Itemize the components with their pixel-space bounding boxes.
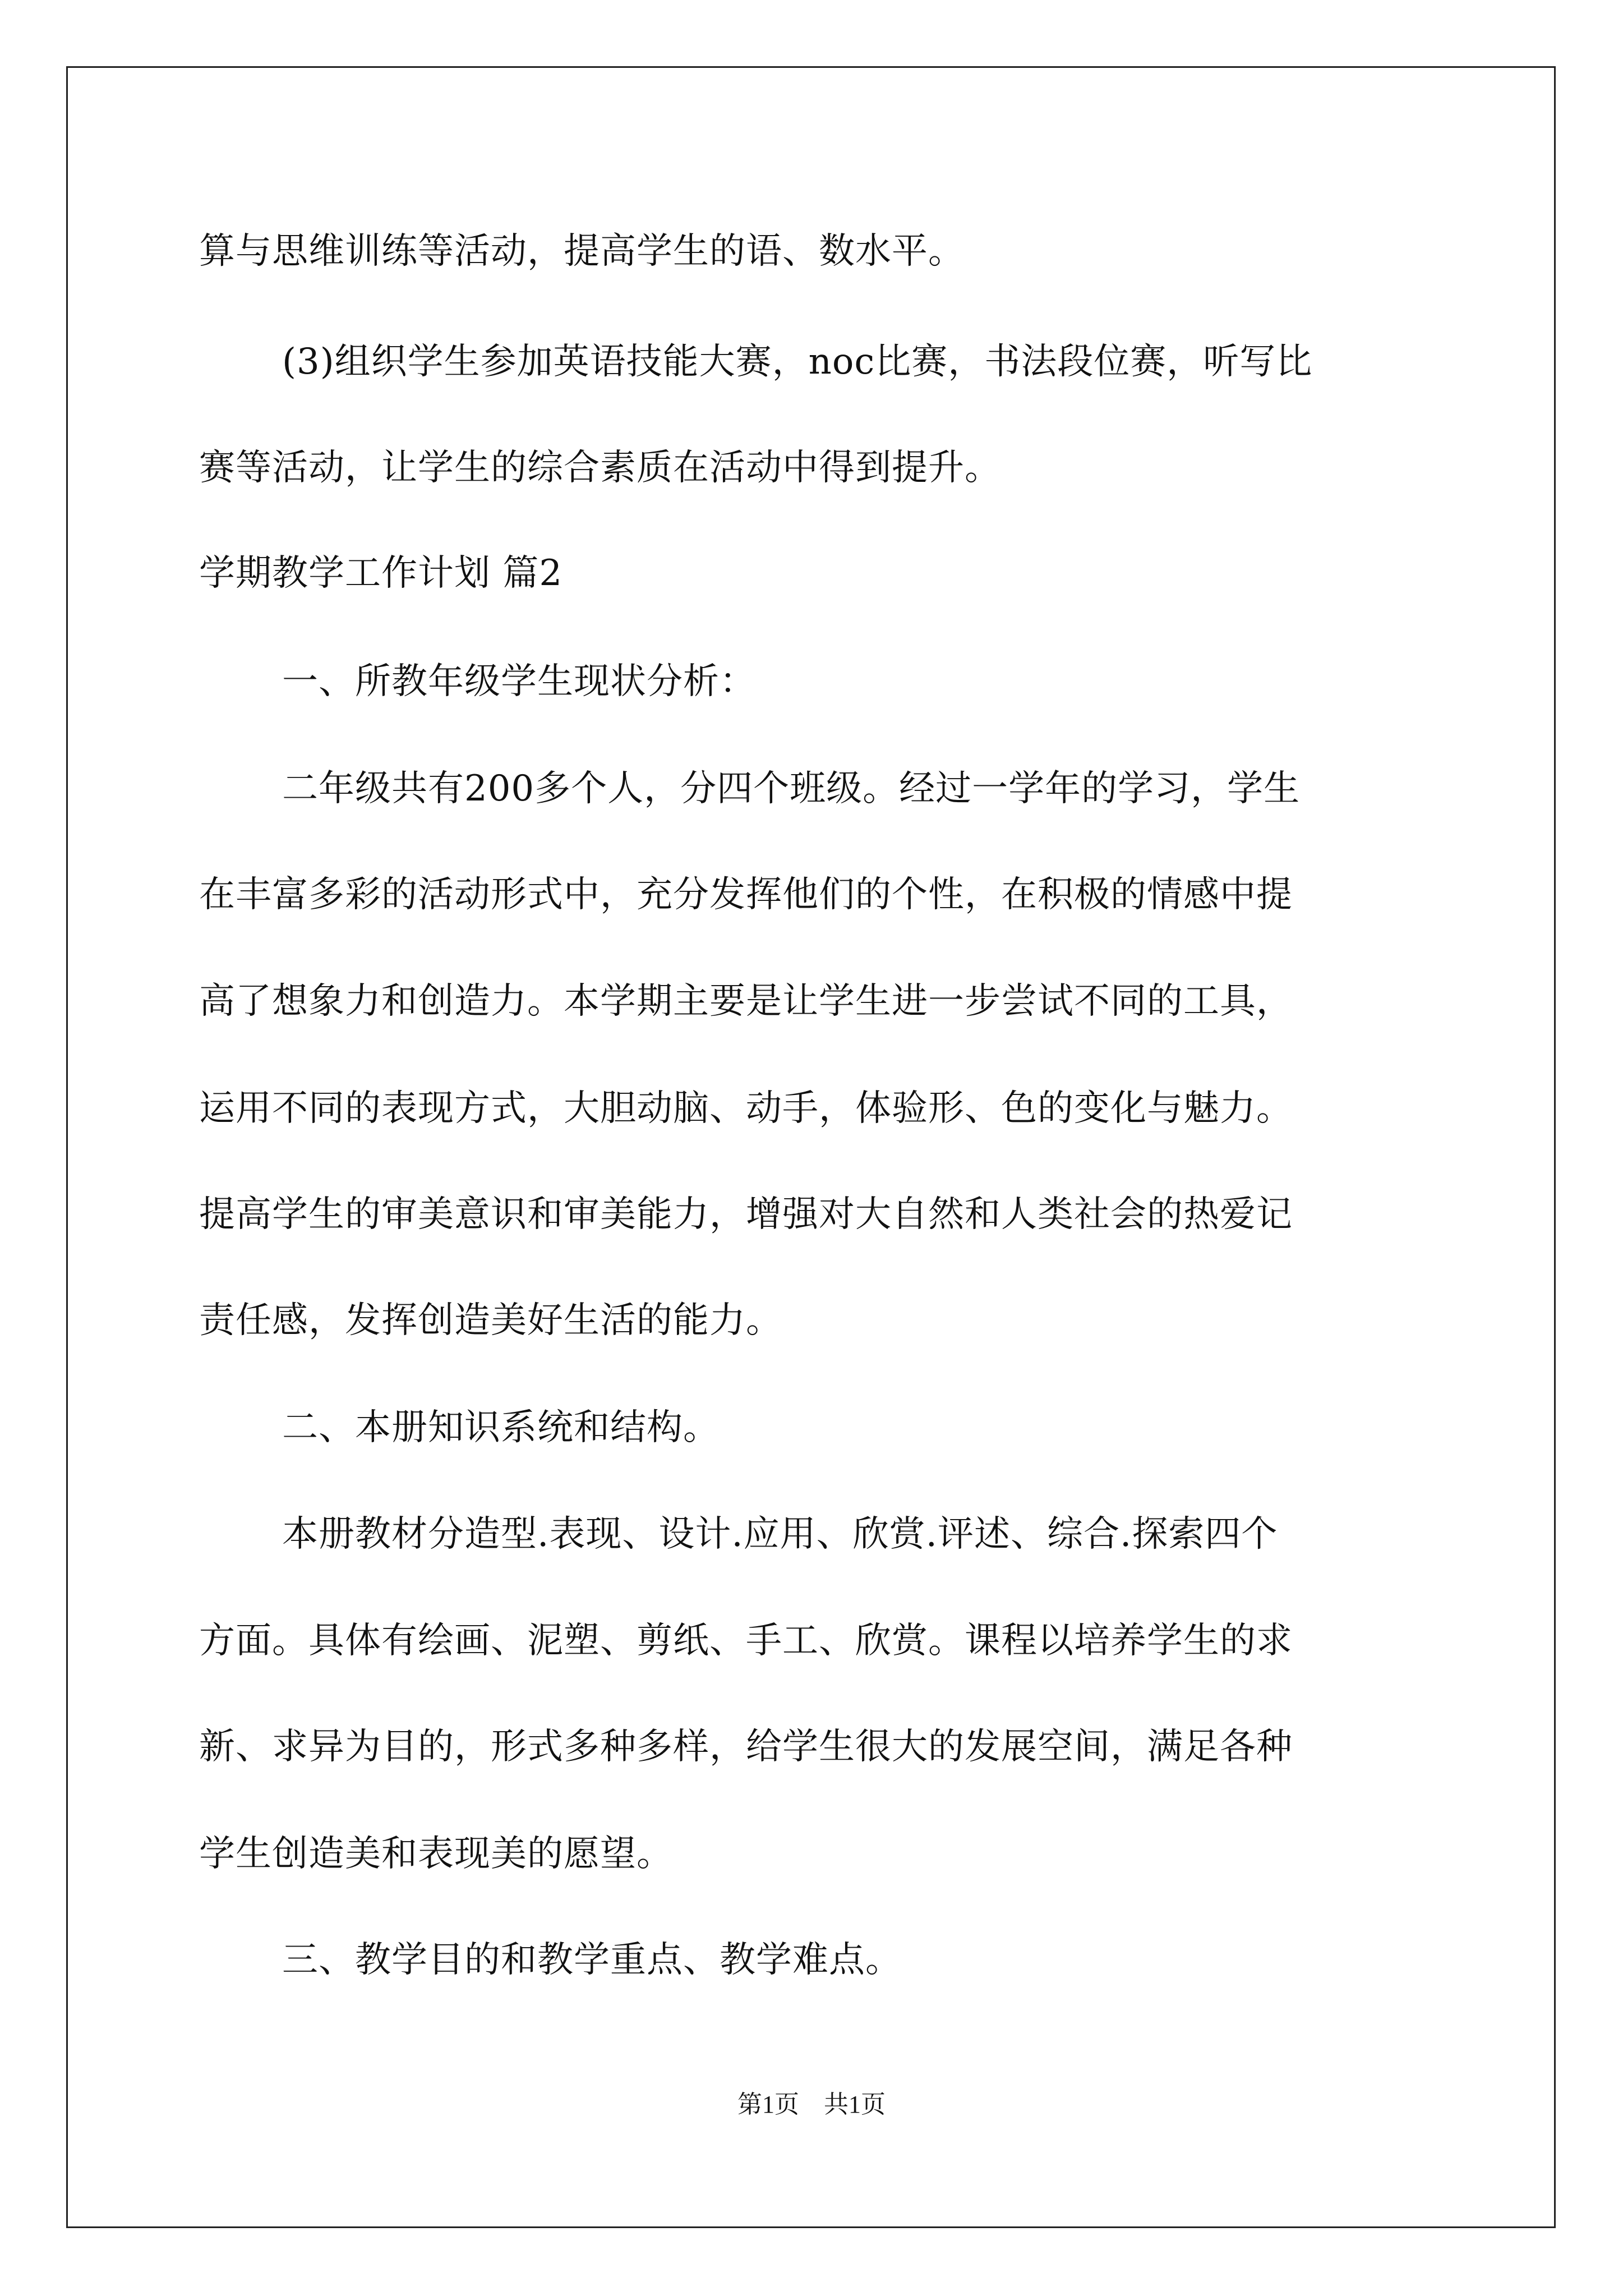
text-line: 算与思维训练等活动，提高学生的语、数水平。	[199, 231, 965, 272]
text-line: 新、求异为目的，形式多种多样，给学生很大的发展空间，满足各种	[199, 1726, 1293, 1768]
text-line: 方面。具体有绘画、泥塑、剪纸、手工、欣赏。课程以培养学生的求	[199, 1620, 1293, 1662]
text-line: 提高学生的审美意识和审美能力，增强对大自然和人类社会的热爱记	[199, 1194, 1293, 1235]
page-footer: 第1页 共1页	[737, 2091, 886, 2118]
text-line: 一、所教年级学生现状分析：	[282, 661, 756, 702]
text-line: 责任感，发挥创造美好生活的能力。	[199, 1300, 782, 1341]
section-heading: 学期教学工作计划 篇2	[199, 553, 563, 594]
text-line: 赛等活动，让学生的综合素质在活动中得到提升。	[199, 447, 1001, 489]
text-line: (3)组织学生参加英语技能大赛，noc比赛，书法段位赛，听写比	[282, 341, 1313, 383]
text-line: 在丰富多彩的活动形式中，充分发挥他们的个性，在积极的情感中提	[199, 874, 1293, 915]
text-line: 学生创造美和表现美的愿望。	[199, 1833, 673, 1875]
text-line: 本册教材分造型.表现、设计.应用、欣赏.评述、综合.探索四个	[282, 1513, 1278, 1555]
text-line: 三、教学目的和教学重点、教学难点。	[282, 1939, 902, 1981]
page-border	[66, 66, 1556, 2228]
text-line: 二年级共有200多个人，分四个班级。经过一学年的学习，学生	[282, 768, 1301, 809]
text-line: 高了想象力和创造力。本学期主要是让学生进一步尝试不同的工具，	[199, 981, 1293, 1022]
text-line: 二、本册知识系统和结构。	[282, 1407, 720, 1448]
text-line: 运用不同的表现方式，大胆动脑、动手，体验形、色的变化与魅力。	[199, 1088, 1293, 1129]
